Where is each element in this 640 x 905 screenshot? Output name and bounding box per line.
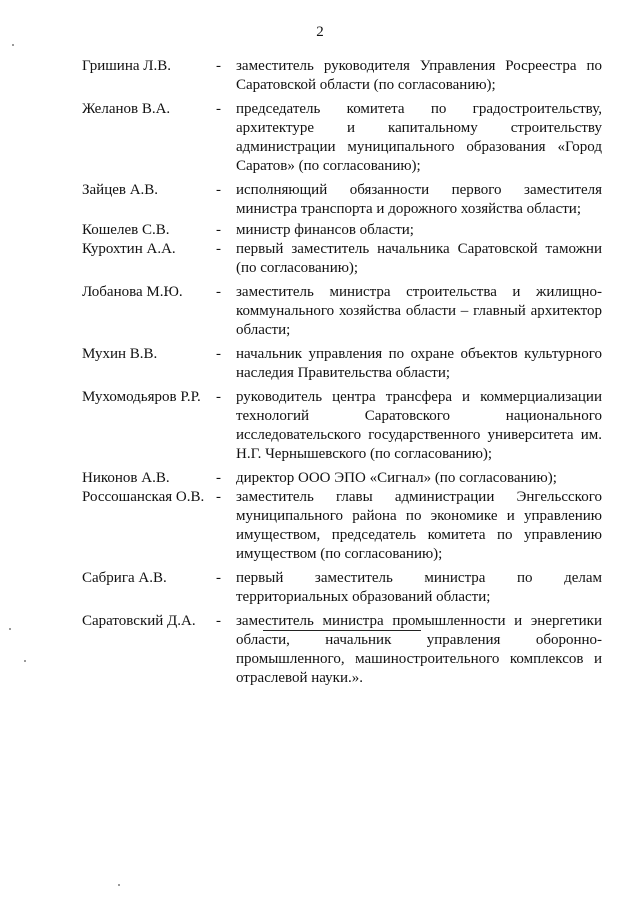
member-row-mukhomodyarov: [82, 388, 602, 464]
member-dash: -: [216, 284, 221, 300]
member-row-zaitsev: [82, 181, 602, 219]
member-role: заместитель главы администрации Энгельсского муниципального района по экономике и управлению имуществом, председатель комитета по управлению имуществом (по согласованию);: [236, 489, 602, 562]
member-dash: -: [216, 570, 221, 586]
member-role: директор ООО ЭПО «Сигнал» (по согласованию);: [236, 470, 557, 486]
member-dash: -: [216, 222, 221, 238]
commission-member-list: [82, 57, 602, 688]
member-dash: -: [216, 613, 221, 629]
member-name: Саратовский Д.А.: [82, 613, 196, 629]
scan-speck: [118, 884, 120, 886]
member-role: первый заместитель министра по делам территориальных образований области;: [236, 570, 602, 605]
member-name: Никонов А.В.: [82, 470, 170, 486]
member-dash: -: [216, 489, 221, 505]
member-dash: -: [216, 101, 221, 117]
member-role: министр финансов области;: [236, 222, 414, 238]
closing-divider-line: [263, 630, 421, 631]
member-row-kurokhtin: [82, 240, 602, 278]
member-name: Сабрига А.В.: [82, 570, 167, 586]
member-row-nikonov: [82, 469, 602, 488]
member-dash: -: [216, 470, 221, 486]
scan-speck: [9, 628, 11, 630]
member-dash: -: [216, 346, 221, 362]
member-name: Кошелев С.В.: [82, 222, 170, 238]
member-name: Курохтин А.А.: [82, 241, 176, 257]
member-row-koshelev: [82, 221, 602, 240]
member-name: Зайцев А.В.: [82, 182, 159, 198]
member-dash: -: [216, 182, 221, 198]
member-role: исполняющий обязанности первого заместителя министра транспорта и дорожного хозяйства области;: [236, 182, 602, 217]
member-row-grishina: [82, 57, 602, 95]
member-role: заместитель руководителя Управления Росреестра по Саратовской области (по согласованию);: [236, 58, 602, 93]
member-row-mukhin: [82, 345, 602, 383]
member-dash: -: [216, 241, 221, 257]
member-name: Желанов В.А.: [82, 101, 171, 117]
member-role: руководитель центра трансфера и коммерциализации технологий Саратовского национального исследовательского государственного университета им. Н.Г. Чернышевского (по согласованию);: [236, 389, 602, 462]
member-name: Россошанская О.В.: [82, 489, 205, 505]
member-row-rossoshanskaya: [82, 488, 602, 564]
member-role: начальник управления по охране объектов культурного наследия Правительства области;: [236, 346, 602, 381]
member-row-sabriga: [82, 569, 602, 607]
member-name: Мухин В.В.: [82, 346, 158, 362]
scan-speck: [24, 660, 26, 662]
member-dash: -: [216, 58, 221, 74]
scan-speck: [12, 44, 14, 46]
member-row-saratovsky: [82, 612, 602, 688]
member-role: первый заместитель начальника Саратовской таможни (по согласованию);: [236, 241, 602, 276]
member-role: председатель комитета по градостроительству, архитектуре и капитальному строительству администрации муниципального образования «Город Саратов» (по согласованию);: [236, 101, 602, 174]
member-name: Гришина Л.В.: [82, 58, 171, 74]
member-dash: -: [216, 389, 221, 405]
page-number: 2: [316, 24, 324, 40]
member-row-zhelanov: [82, 100, 602, 176]
member-role: заместитель министра строительства и жилищно-коммунального хозяйства области – главный архитектор области;: [236, 284, 602, 338]
member-role: заместитель министра промышленности и энергетики области, начальник управления оборонно-промышленного, машиностроительного комплексов и отраслевой науки.».: [236, 613, 602, 686]
member-name: Мухомодьяров Р.Р.: [82, 389, 201, 405]
member-name: Лобанова М.Ю.: [82, 284, 183, 300]
member-row-lobanova: [82, 283, 602, 340]
